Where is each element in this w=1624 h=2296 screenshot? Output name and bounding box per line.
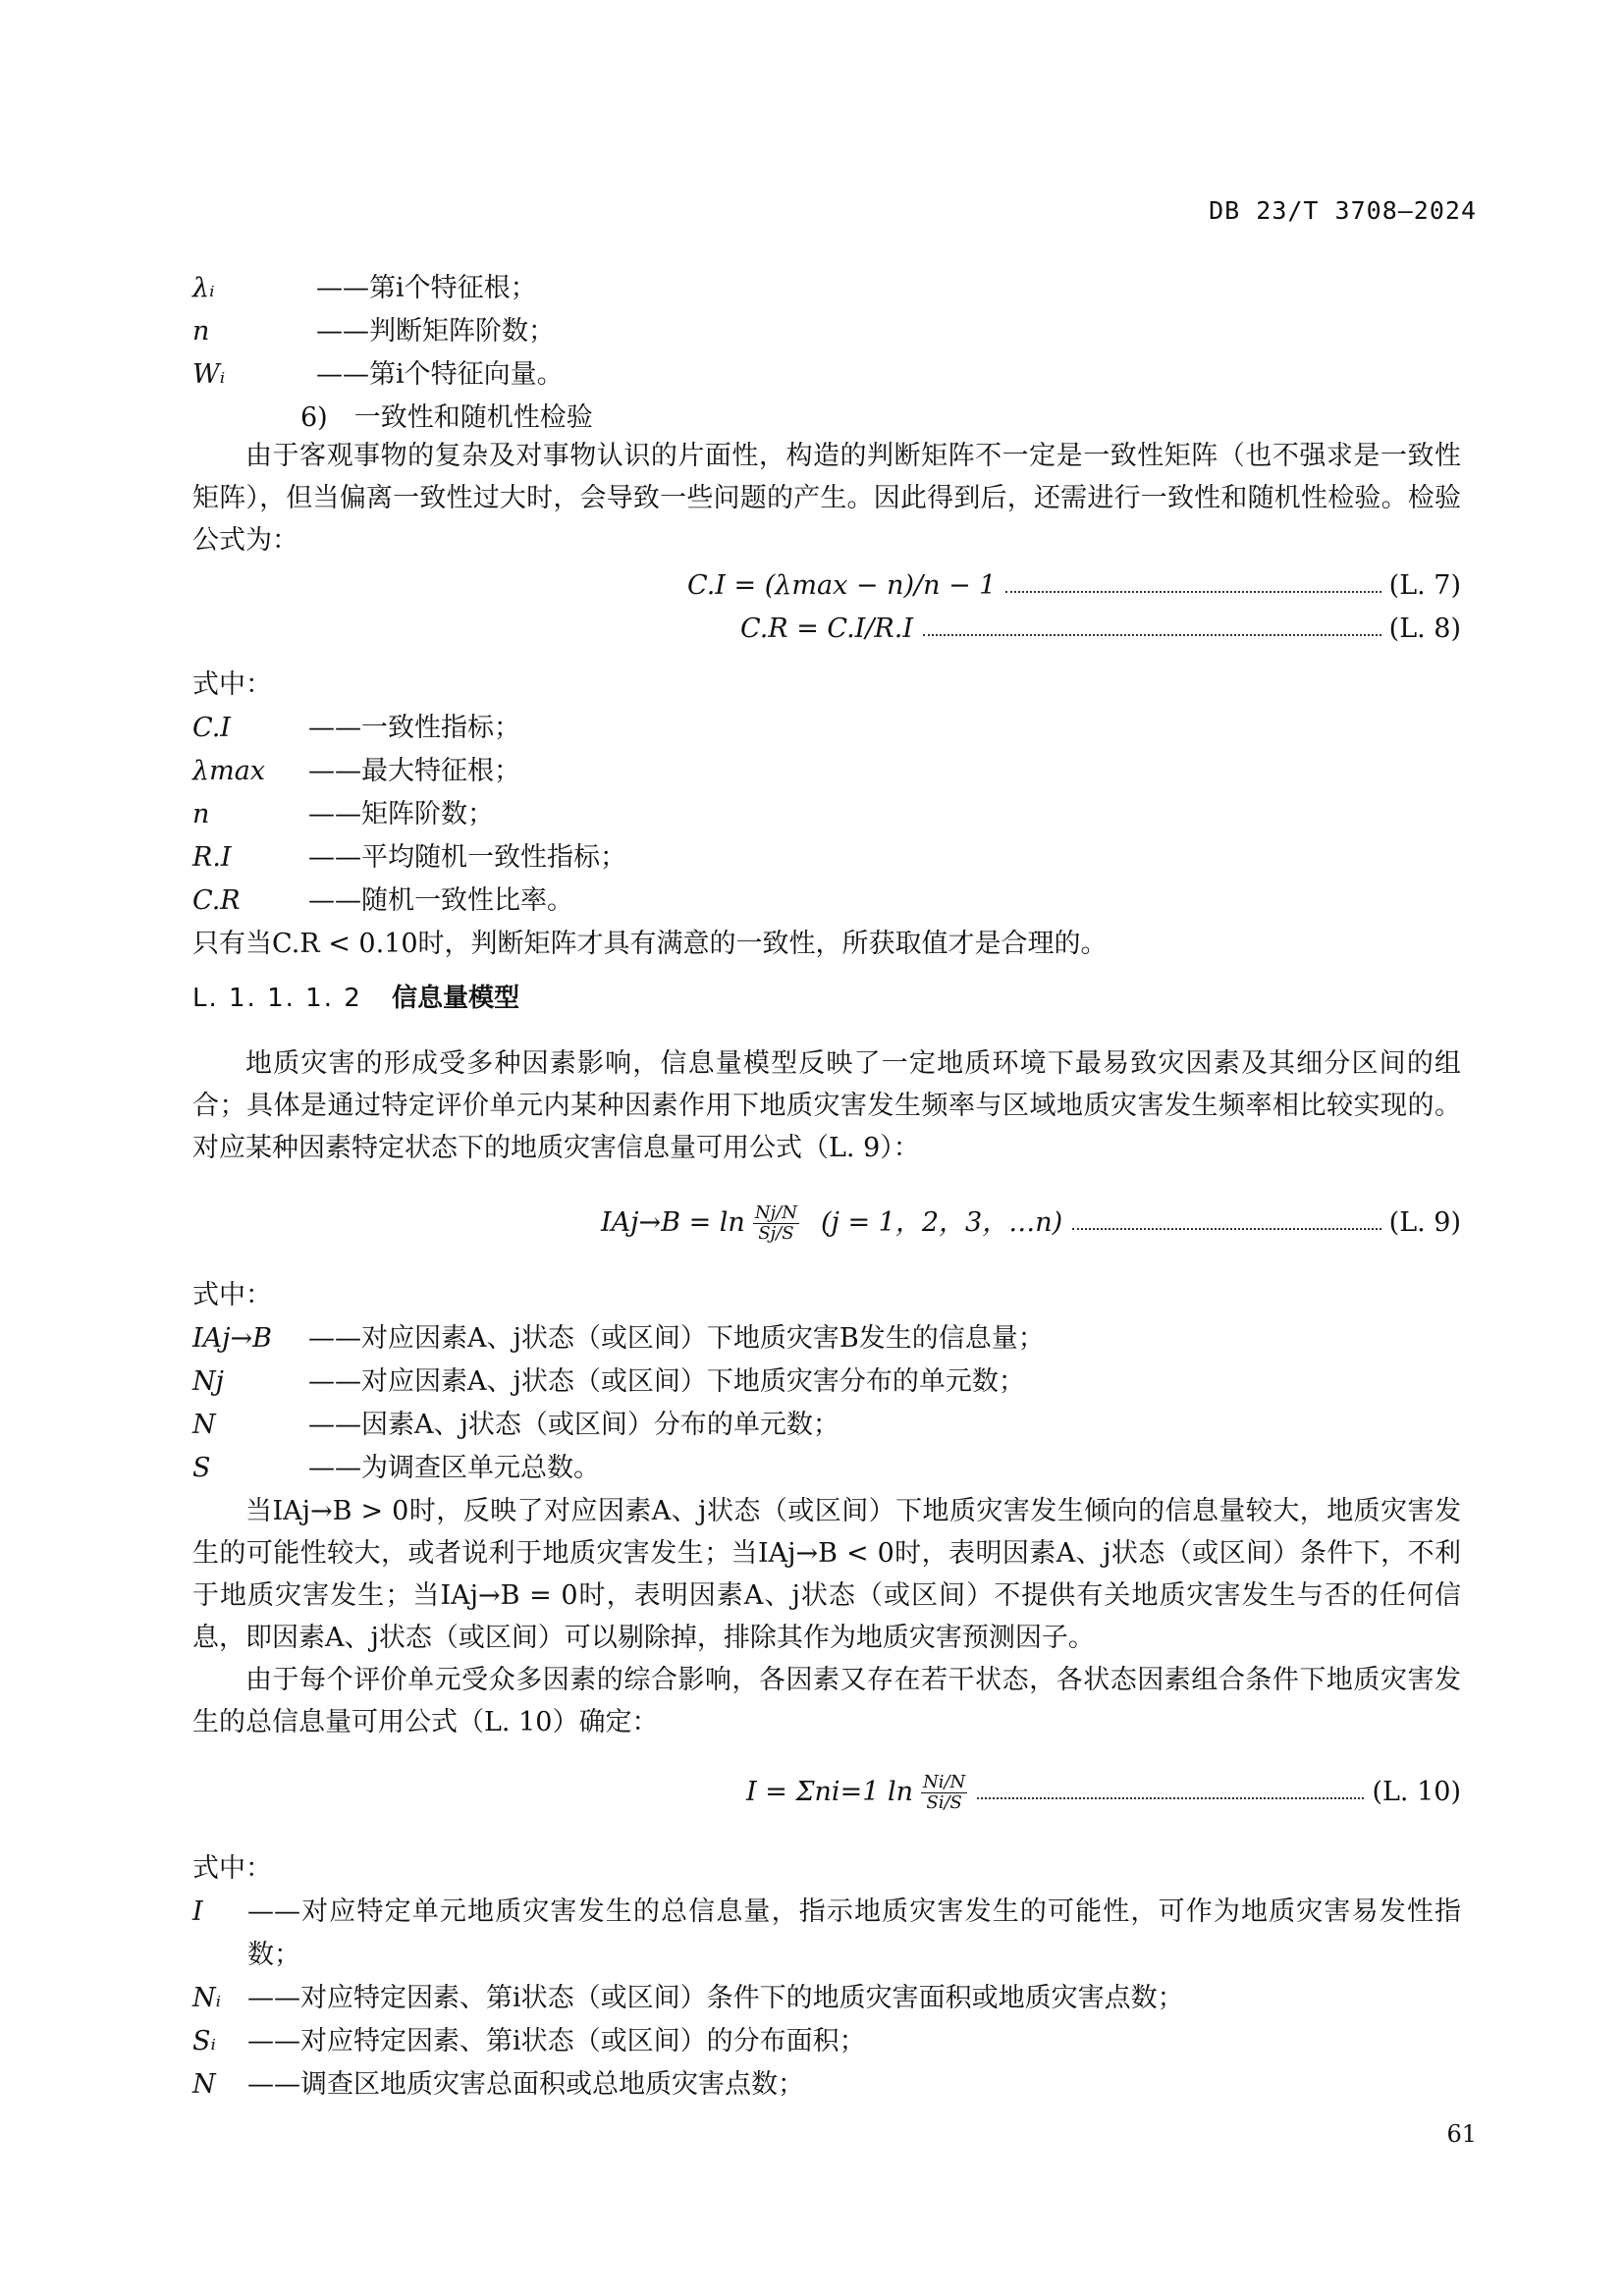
variable-description: ——对应因素A、j状态（或区间）下地质灾害分布的单元数； (308, 1366, 1025, 1397)
formula-l8 (740, 608, 1461, 651)
variable-description: ——对应特定因素、第i状态（或区间）的分布面积； (247, 2026, 866, 2056)
variable-row (192, 793, 494, 836)
section-heading (192, 977, 519, 1020)
variable-description: ——一致性指标； (308, 713, 520, 743)
variable-row (192, 1891, 1461, 1977)
paragraph-text: 地质灾害的形成受多种因素影响，信息量模型反映了一定地质环境下最易致灾因素及其细分区间的组合；具体是通过特定评价单元内某种因素作用下地质灾害发生频率与区域地质灾害发生频率相比较实现的。对应某种因素特定状态下的地质灾害信息量可用公式（L. 9）： (192, 1048, 1461, 1163)
variable-description: ——最大特征根； (308, 756, 520, 786)
variable-description: ——调查区地质灾害总面积或总地质灾害点数； (247, 2069, 804, 2100)
paragraph-text: 由于客观事物的复杂及对事物认识的片面性，构造的判断矩阵不一定是一致性矩阵（也不强求是一致性矩阵），但当偏离一致性过大时，会导致一些问题的产生。因此得到后，还需进行一致性和随机性检验。检验公式为： (192, 441, 1461, 556)
variable-description: ——随机一致性比率。 (308, 885, 573, 916)
paragraph (192, 1490, 1461, 1659)
paragraph (192, 1659, 1461, 1743)
variable-symbol: C.R (192, 885, 241, 916)
formula-expression: C.R = C.I/R.I (740, 614, 914, 644)
variable-description: ——对应特定因素、第i状态（或区间）条件下的地质灾害面积或地质灾害点数； (247, 1983, 1184, 2013)
where-label: 式中： (192, 669, 272, 700)
variable-row (192, 1361, 1025, 1404)
variable-row (192, 353, 564, 397)
formula-fraction (921, 1773, 967, 1813)
variable-row (192, 267, 537, 310)
where-label: 式中： (192, 1853, 272, 1884)
variable-symbol: S (192, 1453, 211, 1483)
variable-description: ——第i个特征根； (316, 273, 537, 303)
variable-symbol: λᵢ (192, 273, 215, 303)
variable-description: ——对应特定单元地质灾害发生的总信息量，指示地质灾害发生的可能性，可作为地质灾害易发性指数； (247, 1896, 1461, 1970)
variable-row (192, 2020, 866, 2063)
paragraph (192, 1042, 1461, 1169)
page-number: 61 (1446, 2120, 1477, 2148)
variable-symbol: n (192, 316, 210, 347)
variable-row (192, 750, 520, 793)
variable-symbol: N (192, 2069, 216, 2100)
variable-symbol: IAj→B (192, 1323, 272, 1354)
variable-symbol: λmax (192, 756, 266, 786)
variable-row (192, 707, 520, 750)
section-number: L. 1. 1. 1. 2 (192, 984, 362, 1013)
paragraph-text: 由于每个评价单元受众多因素的综合影响，各因素又存在若干状态，各状态因素组合条件下地质灾害发生的总信息量可用公式（L. 10）确定： (192, 1665, 1461, 1737)
variable-symbol: C.I (192, 713, 231, 743)
formula-l10 (746, 1765, 1461, 1820)
equation-number: (L. 10) (1372, 1777, 1461, 1807)
leader-dots (977, 1797, 1364, 1799)
formula-lhs: I = Σni=1 ln (746, 1777, 913, 1807)
fraction-numerator: Nj/N (754, 1201, 797, 1223)
leader-dots (1005, 591, 1380, 593)
list-item-6: 6) 一致性和随机性检验 (300, 402, 593, 433)
variable-description: ——判断矩阵阶数； (316, 316, 555, 347)
variable-row (192, 836, 626, 880)
variable-symbol: Sᵢ (192, 2026, 216, 2056)
leader-dots (1072, 1228, 1381, 1230)
fraction-denominator: Sj/S (758, 1222, 794, 1244)
variable-description: ——为调查区单元总数。 (308, 1453, 600, 1483)
formula-lhs: IAj→B = ln (601, 1207, 745, 1238)
formula-expression: C.I = (λmax − n)/n − 1 (687, 570, 997, 601)
variable-symbol: Nj (192, 1366, 224, 1397)
formula-rhs: (j = 1，2，3，…n) (820, 1207, 1063, 1238)
fraction-denominator: Si/S (926, 1791, 962, 1813)
variable-row (192, 880, 573, 923)
equation-number: (L. 9) (1388, 1207, 1461, 1238)
where-label: 式中： (192, 1280, 272, 1310)
variable-row (192, 2063, 804, 2107)
variable-description: ——对应因素A、j状态（或区间）下地质灾害B发生的信息量； (308, 1323, 1045, 1354)
paragraph (192, 435, 1461, 561)
leader-dots (923, 634, 1381, 636)
variable-symbol: N (192, 1410, 216, 1440)
variable-symbol: n (192, 799, 210, 829)
variable-description: ——第i个特征向量。 (316, 359, 564, 390)
variable-row (192, 1317, 1045, 1361)
formula-l7 (687, 564, 1461, 608)
variable-symbol: R.I (192, 842, 232, 873)
variable-row (192, 1977, 1184, 2020)
variable-symbol: Wᵢ (192, 359, 226, 390)
standard-code: DB 23/T 3708—2024 (1209, 196, 1477, 225)
equation-number: (L. 8) (1388, 614, 1461, 644)
variable-description: ——因素A、j状态（或区间）分布的单元数； (308, 1410, 839, 1440)
formula-fraction (753, 1203, 799, 1244)
variable-description: ——矩阵阶数； (308, 799, 494, 829)
fraction-numerator: Ni/N (922, 1771, 966, 1792)
variable-row (192, 1404, 839, 1447)
variable-symbol: Nᵢ (192, 1983, 222, 2013)
variable-row (192, 1447, 600, 1490)
formula-l9 (601, 1196, 1461, 1251)
equation-number: (L. 7) (1388, 570, 1461, 601)
section-title: 信息量模型 (392, 984, 520, 1013)
variable-symbol: I (192, 1896, 203, 1927)
paragraph-text: 当IAj→B > 0时，反映了对应因素A、j状态（或区间）下地质灾害发生倾向的信息量较大，地质灾害发生的可能性较大，或者说利于地质灾害发生；当IAj→B < 0时，表明因素A、j状态（或区间）条件下，不利于地质灾害发生；当IAj→B = 0时，表明因素A、j状态（或区间）不提供有关地质灾害发生与否的任何信息，即因素A、j状态（或区间）可以剔除掉，排除其作为地质灾害预测因子。 (192, 1496, 1461, 1653)
variable-description: ——平均随机一致性指标； (308, 842, 626, 873)
cr-statement: 只有当C.R < 0.10时，判断矩阵才具有满意的一致性，所获取值才是合理的。 (192, 929, 1108, 959)
variable-row (192, 310, 555, 353)
